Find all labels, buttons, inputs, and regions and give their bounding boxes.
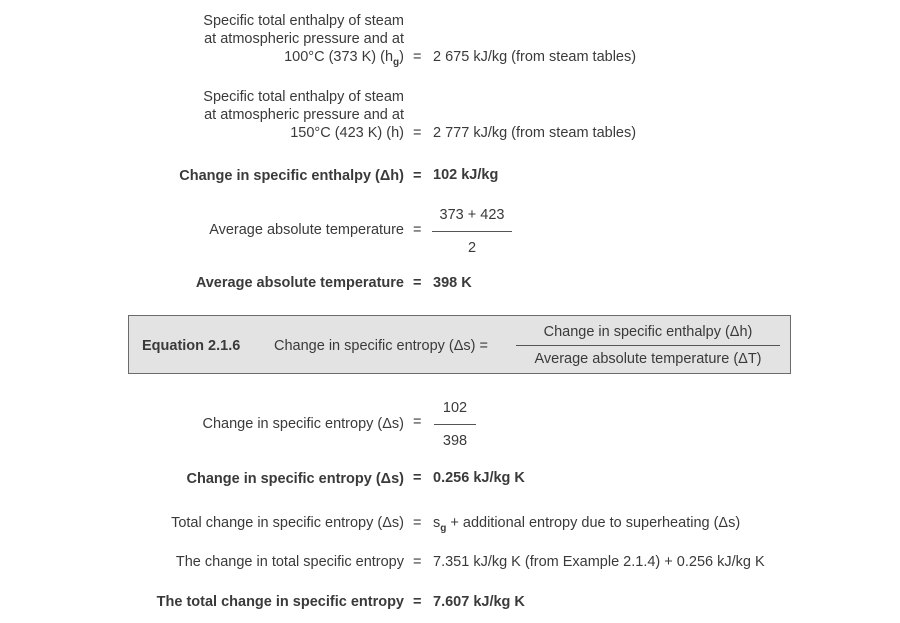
expression-text: + additional entropy due to superheating (Δs) bbox=[446, 515, 741, 531]
avg-temp-fraction bbox=[432, 206, 512, 257]
avg-temp-label: Average absolute temperature bbox=[209, 222, 404, 238]
total-entropy-label: Total change in specific entropy (Δs) bbox=[171, 515, 404, 531]
total-entropy-change-value: 7.351 kJ/kg K (from Example 2.1.4) + 0.256 kJ/kg K bbox=[433, 554, 765, 570]
subscript: g bbox=[440, 523, 447, 534]
fraction-denominator: Average absolute temperature (ΔT) bbox=[534, 351, 762, 367]
label-text: 100°C (373 K) (h bbox=[284, 49, 394, 65]
label-line bbox=[203, 48, 404, 72]
total-entropy-expression bbox=[433, 514, 740, 538]
label-line: at atmospheric pressure and at bbox=[204, 31, 404, 47]
fraction-numerator: 373 + 423 bbox=[439, 207, 505, 223]
equation-number: Equation 2.1.6 bbox=[142, 338, 241, 354]
fraction-bar bbox=[516, 345, 780, 346]
label-line: at atmospheric pressure and at bbox=[204, 107, 404, 123]
change-enthalpy-label: Change in specific enthalpy (Δh) bbox=[179, 168, 404, 184]
entropy-calc-label: Change in specific entropy (Δs) bbox=[202, 416, 404, 432]
label-text: ) bbox=[399, 49, 404, 65]
avg-temp-result-label: Average absolute temperature bbox=[195, 275, 404, 291]
symbol-s: s bbox=[433, 515, 441, 531]
equals-sign: = bbox=[413, 554, 422, 570]
total-entropy-result-value: 7.607 kJ/kg K bbox=[433, 594, 525, 610]
equals-sign: = bbox=[413, 470, 422, 486]
enthalpy-150c-label bbox=[203, 88, 404, 142]
equation-fraction bbox=[516, 323, 780, 368]
entropy-fraction bbox=[434, 399, 476, 450]
label-line: 150°C (423 K) (h) bbox=[290, 125, 404, 141]
equals-sign: = bbox=[413, 125, 422, 141]
fraction-bar bbox=[432, 231, 512, 232]
total-entropy-change-label: The change in total specific entropy bbox=[175, 554, 404, 570]
entropy-result-label: Change in specific entropy (Δs) bbox=[186, 471, 404, 487]
equals-sign: = bbox=[413, 49, 422, 65]
equals-sign: = bbox=[413, 594, 422, 610]
equals-sign: = bbox=[413, 414, 422, 430]
label-line: Specific total enthalpy of steam bbox=[203, 13, 404, 29]
fraction-denominator: 398 bbox=[442, 433, 468, 449]
equals-sign: = bbox=[413, 275, 422, 291]
fraction-denominator: 2 bbox=[467, 240, 477, 256]
equals-sign: = bbox=[413, 168, 422, 184]
enthalpy-150c-value: 2 777 kJ/kg (from steam tables) bbox=[433, 125, 637, 141]
equals-sign: = bbox=[413, 222, 422, 238]
total-entropy-result-label: The total change in specific entropy bbox=[156, 594, 404, 610]
equation-box bbox=[128, 315, 791, 374]
equals-sign: = bbox=[413, 515, 422, 531]
change-enthalpy-value: 102 kJ/kg bbox=[433, 167, 499, 183]
equation-lhs: Change in specific entropy (Δs) = bbox=[274, 338, 488, 354]
fraction-bar bbox=[434, 424, 476, 425]
entropy-result-value: 0.256 kJ/kg K bbox=[433, 470, 525, 486]
avg-temp-result-value: 398 K bbox=[433, 275, 472, 291]
subscript: g bbox=[393, 57, 400, 68]
label-line: Specific total enthalpy of steam bbox=[203, 89, 404, 105]
enthalpy-100c-label bbox=[203, 12, 404, 72]
fraction-numerator: 102 bbox=[442, 400, 468, 416]
enthalpy-100c-value: 2 675 kJ/kg (from steam tables) bbox=[433, 49, 637, 65]
fraction-numerator: Change in specific enthalpy (Δh) bbox=[543, 324, 753, 340]
